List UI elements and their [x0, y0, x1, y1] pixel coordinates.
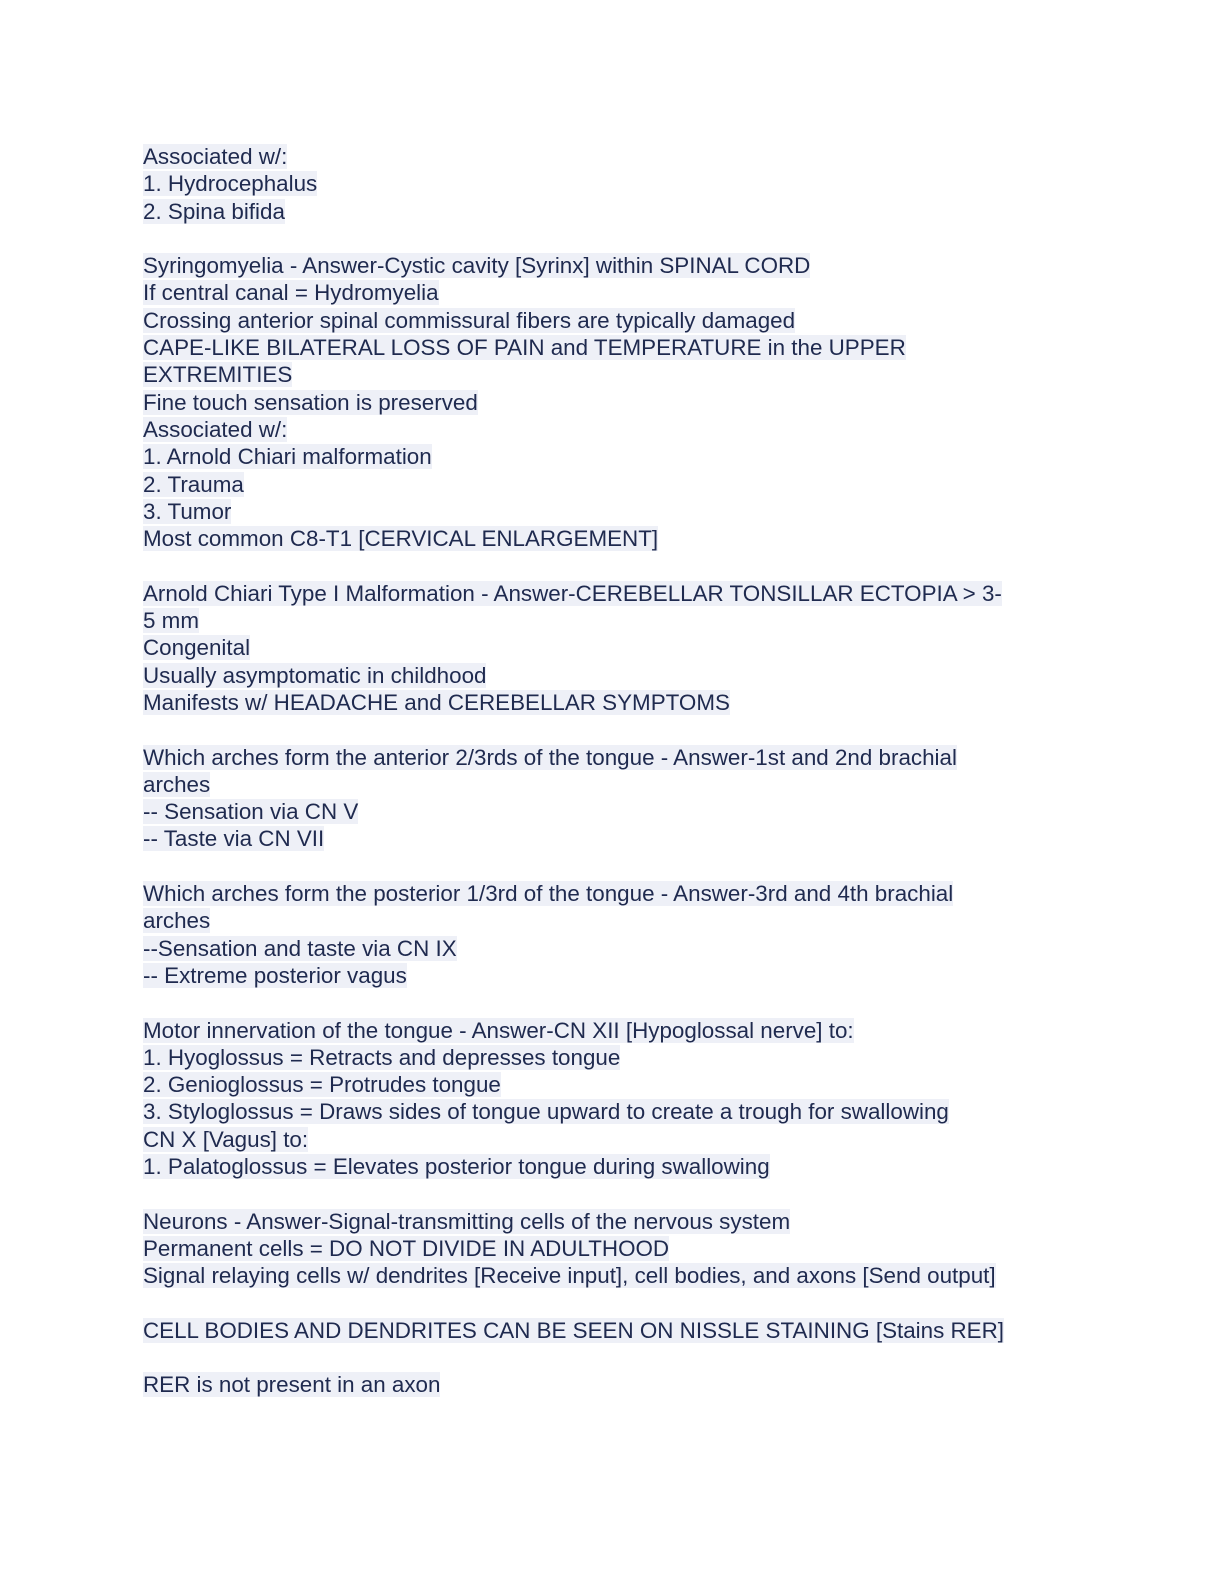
text-line-content: Associated w/:	[143, 144, 288, 169]
text-line-content: Which arches form the anterior 2/3rds of the tongue - Answer-1st and 2nd brachial	[143, 744, 957, 770]
text-line-content: 1. Hydrocephalus	[143, 171, 318, 197]
text-line-content: 3. Tumor	[143, 498, 232, 524]
text-line-content: -- Extreme posterior vagus	[143, 962, 407, 988]
text-line	[143, 662, 1083, 689]
text-line	[143, 580, 1083, 607]
text-line-content: Permanent cells = DO NOT DIVIDE IN ADULTHOOD	[143, 1235, 670, 1261]
text-line	[143, 143, 1083, 170]
text-line	[143, 1153, 1083, 1180]
blank-line	[143, 716, 1083, 743]
text-line	[143, 416, 1083, 443]
text-line-content: 1. Arnold Chiari malformation	[143, 444, 432, 470]
text-line	[143, 334, 1083, 361]
text-line	[143, 689, 1083, 716]
text-line-content: Arnold Chiari Type I Malformation - Answer-CEREBELLAR TONSILLAR ECTOPIA > 3-	[143, 580, 1002, 606]
text-line-content: 1. Hyoglossus = Retracts and depresses tongue	[143, 1044, 621, 1070]
document-body	[143, 143, 1083, 1399]
text-line	[143, 1044, 1083, 1071]
text-line-content: Syringomyelia - Answer-Cystic cavity [Syrinx] within SPINAL CORD	[143, 253, 811, 279]
text-line	[143, 443, 1083, 470]
text-line	[143, 1235, 1083, 1262]
text-line	[143, 1262, 1083, 1289]
text-line-content: RER is not present in an axon	[143, 1372, 441, 1398]
text-line-content: Signal relaying cells w/ dendrites [Receive input], cell bodies, and axons [Send output]	[143, 1263, 996, 1289]
text-line	[143, 880, 1083, 907]
text-line-content: CELL BODIES AND DENDRITES CAN BE SEEN ON NISSLE STAINING [Stains RER]	[143, 1317, 1005, 1343]
text-line-content: 5 mm	[143, 608, 199, 634]
text-line-content: EXTREMITIES	[143, 362, 293, 388]
text-line-content: 1. Palatoglossus = Elevates posterior tongue during swallowing	[143, 1153, 770, 1179]
text-line-content: Crossing anterior spinal commissural fibers are typically damaged	[143, 307, 796, 333]
text-line-content: 2. Spina bifida	[143, 198, 285, 224]
text-line-content: CAPE-LIKE BILATERAL LOSS OF PAIN and TEMPERATURE in the UPPER	[143, 335, 906, 361]
text-line	[143, 252, 1083, 279]
text-line-content: Motor innervation of the tongue - Answer-CN XII [Hypoglossal nerve] to:	[143, 1017, 854, 1043]
text-line	[143, 498, 1083, 525]
text-line-content: Usually asymptomatic in childhood	[143, 662, 487, 688]
text-line	[143, 471, 1083, 498]
text-line-content: 3. Styloglossus = Draws sides of tongue upward to create a trough for swallowing	[143, 1099, 949, 1125]
text-line-content: 2. Genioglossus = Protrudes tongue	[143, 1072, 501, 1098]
blank-line	[143, 1344, 1083, 1371]
text-line	[143, 279, 1083, 306]
text-line	[143, 1017, 1083, 1044]
text-line	[143, 935, 1083, 962]
text-line	[143, 1098, 1083, 1125]
blank-line	[143, 552, 1083, 579]
text-line	[143, 771, 1083, 798]
text-line-content: -- Sensation via CN V	[143, 799, 359, 825]
text-line	[143, 198, 1083, 225]
text-line	[143, 798, 1083, 825]
text-line	[143, 1317, 1083, 1344]
text-line-content: Congenital	[143, 635, 251, 661]
blank-line	[143, 225, 1083, 252]
text-line-content: Neurons - Answer-Signal-transmitting cells of the nervous system	[143, 1208, 791, 1234]
text-line-content: Most common C8-T1 [CERVICAL ENLARGEMENT]	[143, 526, 659, 552]
text-line	[143, 1126, 1083, 1153]
text-line	[143, 1071, 1083, 1098]
blank-line	[143, 853, 1083, 880]
text-line	[143, 170, 1083, 197]
text-line	[143, 907, 1083, 934]
text-line	[143, 307, 1083, 334]
text-line	[143, 1371, 1083, 1398]
text-line	[143, 962, 1083, 989]
text-line	[143, 389, 1083, 416]
text-line	[143, 744, 1083, 771]
text-line	[143, 607, 1083, 634]
text-line	[143, 361, 1083, 388]
text-line-content: If central canal = Hydromyelia	[143, 280, 439, 306]
text-line	[143, 1208, 1083, 1235]
blank-line	[143, 989, 1083, 1016]
text-line-content: --Sensation and taste via CN IX	[143, 935, 457, 961]
text-line-content: CN X [Vagus] to:	[143, 1126, 309, 1152]
text-line-content: Which arches form the posterior 1/3rd of the tongue - Answer-3rd and 4th brachial	[143, 881, 954, 907]
text-line	[143, 525, 1083, 552]
text-line	[143, 634, 1083, 661]
text-line-content: 2. Trauma	[143, 471, 244, 497]
text-line-content: -- Taste via CN VII	[143, 826, 325, 852]
text-line-content: Fine touch sensation is preserved	[143, 389, 478, 415]
text-line-content: arches	[143, 908, 211, 934]
blank-line	[143, 1180, 1083, 1207]
blank-line	[143, 1289, 1083, 1316]
text-line-content: Associated w/:	[143, 416, 288, 442]
text-line-content: arches	[143, 771, 211, 797]
text-line-content: Manifests w/ HEADACHE and CEREBELLAR SYMPTOMS	[143, 689, 730, 715]
text-line	[143, 825, 1083, 852]
